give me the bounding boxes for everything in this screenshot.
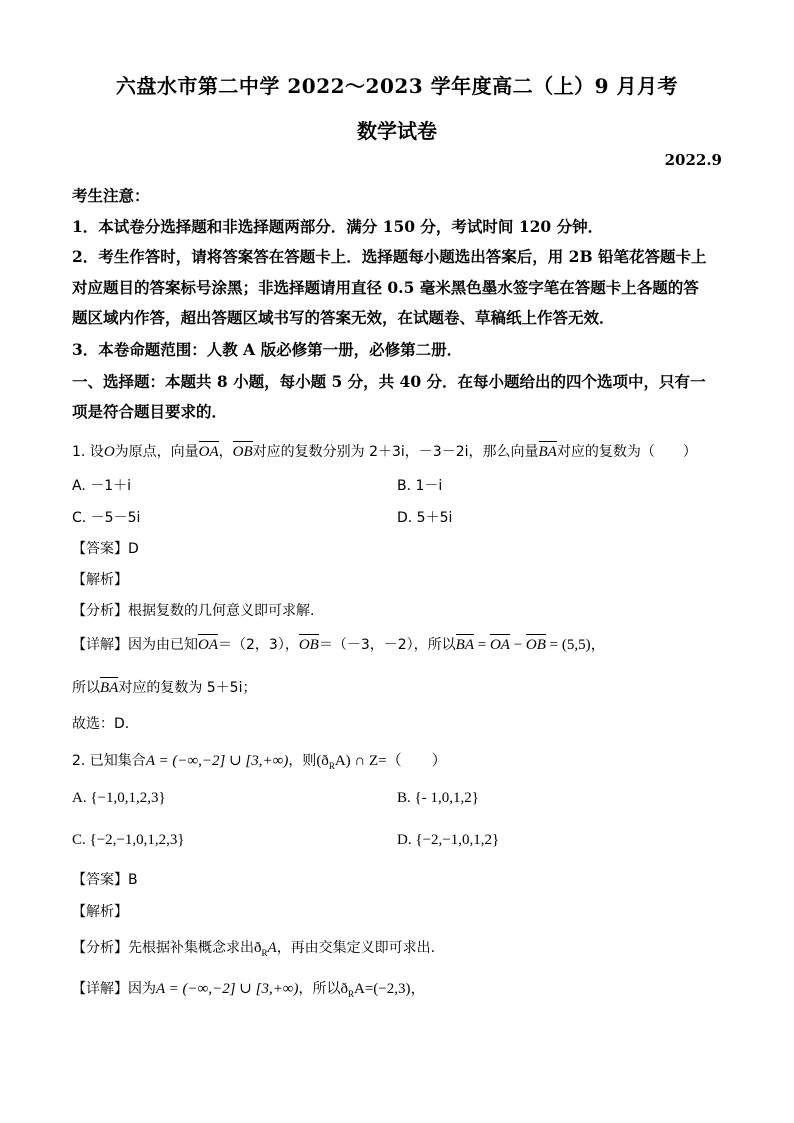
question-1-option-d: D. 5＋5i (397, 510, 453, 526)
question-2-answer: 【答案】B (72, 872, 138, 888)
exam-subtitle: 数学试卷 (357, 119, 437, 143)
vector-oa: OA (199, 440, 219, 461)
notice-item-2-cont: 对应题目的答案标号涂黑；非选择题请用直径 0.5 毫米黑色墨水签字笔在答题卡上各题的答 (72, 278, 699, 297)
question-1-conclusion: 故选：D. (72, 716, 130, 732)
question-2-detail: 【详解】因为A = (−∞,−2] ∪ [3,+∞)，所以$ð_RA=(-2,3)$， (72, 981, 426, 999)
question-1-jiexi: 【解析】 (72, 572, 128, 588)
question-1-option-c: C. －5－5i (72, 510, 141, 526)
question-1-analysis: 【分析】根据复数的几何意义即可求解. (72, 603, 315, 619)
section-heading: 一、选择题：本题共 8 小题，每小题 5 分，共 40 分．在每小题给出的四个选项中，只有一 (72, 372, 706, 391)
exam-date: 2022.9 (664, 151, 722, 169)
question-2-jiexi: 【解析】 (72, 904, 128, 920)
vector-ob: OB (233, 440, 253, 461)
question-1-detail-cont: 所以BA对应的复数为 5＋5i； (72, 676, 256, 697)
notice-item-3: 3．本卷命题范围：人教 A 版必修第一册，必修第二册． (72, 340, 463, 359)
exam-title: 六盘水市第二中学 2022～2023 学年度高二（上）9 月月考 (115, 74, 679, 98)
question-2-analysis: 【分析】先根据补集概念求出$ð_RA$，再由交集定义即可求出. (72, 940, 436, 958)
notice-item-2: 2．考生作答时，请将答案答在答题卡上．选择题每小题选出答案后，用 2B 铅笔花答题卡上 (72, 247, 707, 266)
question-2-option-c: C. {−2,−1,0,1,2,3} (72, 832, 185, 848)
notice-item-1: 1．本试卷分选择题和非选择题两部分．满分 150 分，考试时间 120 分钟． (72, 217, 604, 236)
question-1-detail: 【详解】因为由已知OA＝（2，3），OB＝（－3，－2），所以BA = OA − OB = (5,5)， (72, 633, 606, 654)
question-1-stem: 1. 设O为原点，向量OA，OB对应的复数分别为 2＋3i，－3－2i，那么向量BA对应的复数为（ ） (72, 440, 697, 461)
notice-heading: 考生注意： (72, 186, 150, 205)
question-2-stem: 2. 已知集合A = (−∞,−2] ∪ [3,+∞)，则$(ð_RA)$ ∩ Z=（ ） (72, 753, 447, 771)
question-1-answer: 【答案】D (72, 541, 139, 557)
notice-item-2-cont2: 题区域内作答，超出答题区域书写的答案无效，在试题卷、草稿纸上作答无效． (72, 308, 615, 327)
question-2-option-d: D. {−2,−1,0,1,2} (397, 832, 500, 848)
question-1-option-a: A. －1＋i (72, 478, 132, 494)
section-heading-cont: 项是符合题目要求的． (72, 402, 228, 421)
question-1-option-b: B. 1－i (397, 478, 443, 494)
vector-ba: BA (539, 440, 557, 461)
question-2-option-b: B. {- 1,0,1,2} (397, 790, 479, 806)
question-2-option-a: A. {−1,0,1,2,3} (72, 790, 166, 806)
